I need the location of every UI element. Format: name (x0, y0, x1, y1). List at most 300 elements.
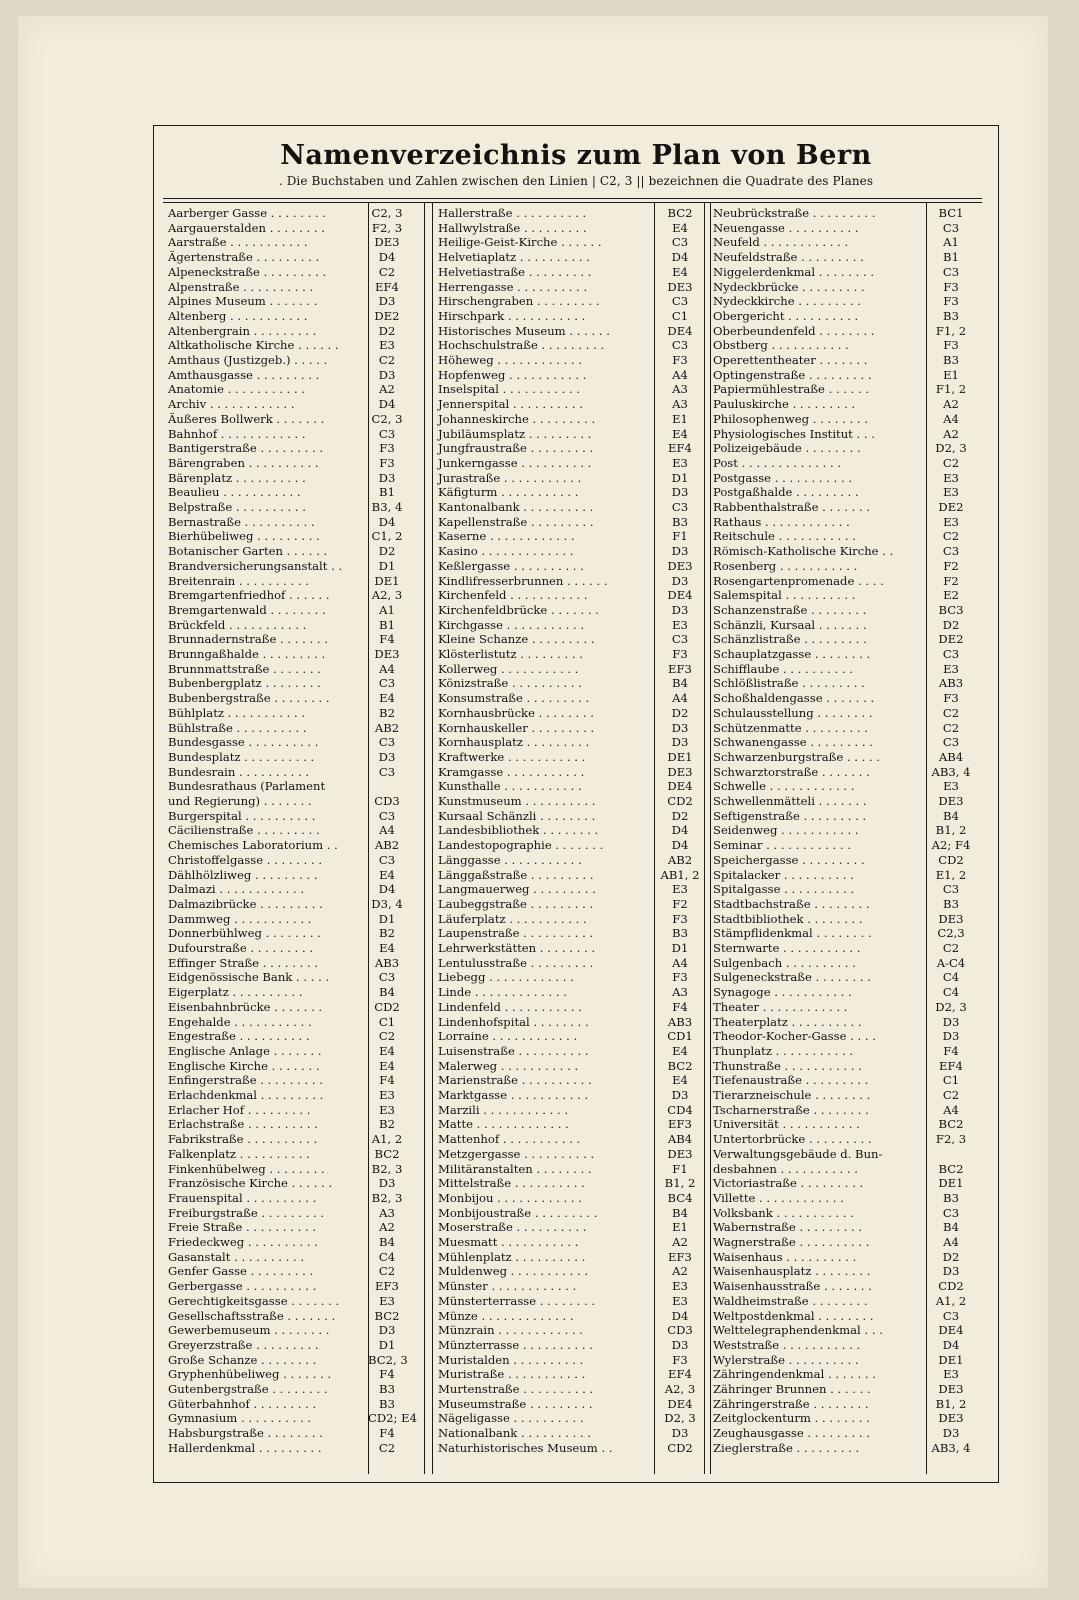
index-entry (438, 868, 704, 883)
entry-grid-code: A3 (379, 1205, 395, 1220)
entry-grid-code: C2,3 (937, 926, 965, 941)
entry-name: Seidenweg . . . . . . . . . . . (713, 823, 859, 838)
entry-grid-code: E4 (672, 220, 688, 235)
index-entry (168, 809, 408, 824)
index-entry (713, 1397, 977, 1412)
entry-name: Finkenhübelweg . . . . . . . . (168, 1161, 325, 1176)
entry-grid-code: F4 (672, 999, 688, 1014)
entry-grid-code: F3 (943, 691, 959, 706)
index-entry (438, 1367, 704, 1382)
entry-name: Kindlifresserbrunnen . . . . . . (438, 573, 608, 588)
index-entry (713, 676, 977, 691)
index-entry (168, 853, 408, 868)
entry-grid-code: B1 (943, 250, 959, 265)
entry-grid-code: C1 (671, 308, 689, 323)
entry-name: Jubiläumsplatz . . . . . . . . . (438, 426, 592, 441)
index-entry (438, 1397, 704, 1412)
entry-name: Linde . . . . . . . . . . . . . (438, 985, 567, 1000)
entry-name: Reitschule . . . . . . . . . . . (713, 529, 856, 544)
index-entry (713, 588, 977, 603)
entry-name: Rosenberg . . . . . . . . . . . (713, 558, 858, 573)
entry-grid-code: F3 (379, 441, 395, 456)
entry-name: Kornhauskeller . . . . . . . . . (438, 720, 595, 735)
index-entry (713, 1367, 977, 1382)
entry-grid-code: E4 (379, 1058, 395, 1073)
entry-grid-code: C3 (671, 500, 689, 514)
index-entry (713, 632, 977, 647)
entry-name: Laupenstraße . . . . . . . . . . (438, 926, 594, 941)
entry-grid-code: E2 (943, 588, 959, 603)
entry-grid-code: E3 (943, 470, 959, 485)
index-entry (438, 441, 704, 456)
entry-name: Oberbeundenfeld . . . . . . . . (713, 323, 875, 338)
entry-grid-code: DE3 (667, 764, 693, 779)
entry-grid-code: A2 (943, 397, 959, 412)
entry-grid-code: CD1 (667, 1029, 693, 1044)
entry-name: Hirschpark . . . . . . . . . . . (438, 308, 586, 323)
index-entry (168, 603, 408, 618)
entry-name: Alpeneckstraße . . . . . . . . . (168, 264, 327, 279)
entry-name: Lindenhofspital . . . . . . . . (438, 1014, 589, 1029)
entry-grid-code: B3 (379, 1382, 395, 1396)
entry-name: Kaserne . . . . . . . . . . . . (438, 529, 575, 544)
index-entry (713, 1029, 977, 1044)
entry-name: Schänzli, Kursaal . . . . . . . (713, 617, 867, 632)
entry-grid-code: D4 (378, 514, 396, 529)
entry-grid-code: C3 (942, 264, 960, 279)
entry-grid-code: F2, 3 (371, 220, 403, 235)
entry-grid-code: DE3 (938, 911, 964, 926)
entry-grid-code: F1, 2 (935, 323, 967, 338)
entry-grid-code: C3 (942, 1308, 960, 1323)
index-entry (713, 1441, 977, 1456)
entry-grid-code: D1 (671, 941, 689, 955)
entry-name: Spitalgasse . . . . . . . . . . (713, 882, 855, 897)
index-entry (713, 970, 977, 985)
index-entry (168, 1353, 408, 1368)
entry-grid-code: AB3 (374, 955, 400, 970)
entry-grid-code: C2 (942, 941, 960, 955)
index-entry (438, 221, 704, 236)
index-entry (168, 1147, 408, 1162)
entry-name: Junkerngasse . . . . . . . . . . (438, 455, 592, 470)
index-entry (168, 956, 408, 971)
index-entry (168, 1294, 408, 1309)
entry-name: Tiefenaustraße . . . . . . . . . (713, 1073, 869, 1088)
index-entry (168, 897, 408, 912)
entry-name: Metzgergasse . . . . . . . . . . (438, 1146, 595, 1161)
entry-grid-code: F4 (379, 1073, 395, 1088)
index-entry (438, 544, 704, 559)
index-entry (713, 324, 977, 339)
index-entry (438, 1279, 704, 1294)
entry-grid-code: D2 (378, 544, 396, 559)
index-entry (713, 794, 977, 809)
entry-grid-code: DE4 (667, 588, 693, 603)
entry-grid-code: B4 (672, 676, 688, 691)
entry-name: Murtenstraße . . . . . . . . . . (438, 1382, 594, 1396)
entry-grid-code: BC4 (667, 1190, 693, 1205)
entry-name: Rosengartenpromenade . . . . (713, 573, 884, 588)
entry-name: Bierhübeliweg . . . . . . . . . (168, 529, 320, 544)
entry-name: Seminar . . . . . . . . . . . . (713, 838, 851, 853)
index-entry (713, 1103, 977, 1118)
entry-grid-code: F4 (943, 1043, 959, 1058)
entry-grid-code: C2 (942, 1088, 960, 1102)
entry-name: Eigerplatz . . . . . . . . . . (168, 985, 303, 1000)
index-entry (168, 456, 408, 471)
entry-name: Welttelegraphendenkmal . . . (713, 1323, 883, 1338)
entry-name: Dalmazi . . . . . . . . . . . . (168, 882, 305, 897)
entry-name: Freiburgstraße . . . . . . . . . (168, 1205, 325, 1220)
entry-name: Könizstraße . . . . . . . . . . (438, 676, 582, 691)
entry-grid-code: F2 (672, 896, 688, 911)
entry-grid-code: B4 (379, 1235, 395, 1249)
entry-grid-code: A2 (672, 1235, 688, 1249)
entry-name: Schwellenmätteli . . . . . . . (713, 794, 867, 808)
entry-name: Schützenmatte . . . . . . . . . (713, 720, 868, 735)
entry-name: Naturhistorisches Museum . . (438, 1440, 613, 1455)
entry-grid-code: D3 (671, 720, 689, 735)
index-entry (168, 1176, 408, 1191)
entry-grid-code: CD2; E4 (368, 1411, 417, 1426)
index-entry (168, 721, 408, 736)
entry-name: Erlacher Hof . . . . . . . . . (168, 1102, 311, 1117)
entry-name: Bühlplatz . . . . . . . . . . . (168, 705, 306, 720)
entry-name: Römisch-Katholische Kirche . . (713, 544, 894, 559)
entry-name: Schlößlistraße . . . . . . . . . (713, 676, 865, 691)
index-entry (713, 206, 977, 221)
entry-name: Cäcilienstraße . . . . . . . . . (168, 823, 320, 838)
index-entry (438, 427, 704, 442)
index-entry (438, 1323, 704, 1338)
entry-grid-code: DE3 (938, 794, 964, 808)
entry-grid-code: B3 (943, 1190, 959, 1205)
entry-name: Eisenbahnbrücke . . . . . . . (168, 999, 323, 1014)
entry-name: Botanischer Garten . . . . . . (168, 544, 328, 559)
entry-name: Nydeckkirche . . . . . . . . . (713, 294, 861, 309)
entry-grid-code: E1 (943, 367, 959, 382)
entry-name: Zähringer Brunnen . . . . . . (713, 1382, 871, 1396)
entry-grid-code: D3 (671, 1337, 689, 1352)
entry-grid-code: DE4 (667, 1396, 693, 1411)
entry-grid-code: DE3 (374, 235, 400, 250)
index-entry (438, 294, 704, 309)
entry-name: Lindenfeld . . . . . . . . . . . (438, 999, 582, 1014)
index-entry (168, 427, 408, 442)
entry-name: Sulgenbach . . . . . . . . . . (713, 955, 856, 970)
entry-grid-code: D2 (942, 1249, 960, 1264)
entry-name: Johanneskirche . . . . . . . . . (438, 411, 596, 426)
entry-name: Hallwylstraße . . . . . . . . . (438, 220, 587, 235)
entry-grid-code: B3 (943, 353, 959, 367)
index-entry (713, 1015, 977, 1030)
index-entry (713, 353, 977, 368)
index-entry (713, 1235, 977, 1250)
entry-name: Heilige-Geist-Kirche . . . . . . (438, 235, 602, 250)
entry-grid-code: F3 (379, 455, 395, 470)
index-entry (168, 1117, 408, 1132)
entry-grid-code: E3 (943, 1367, 959, 1382)
index-entry (438, 1103, 704, 1118)
index-entry (168, 265, 408, 280)
entry-name: Fabrikstraße . . . . . . . . . . (168, 1132, 318, 1147)
index-entry (168, 1382, 408, 1397)
entry-name: Zähringerstraße . . . . . . . . (713, 1396, 869, 1411)
index-entry (713, 221, 977, 236)
entry-grid-code: DE1 (938, 1352, 964, 1367)
entry-name: Schänzlistraße . . . . . . . . . (713, 632, 867, 647)
entry-name: Bubenbergstraße . . . . . . . . (168, 691, 330, 706)
entry-name: Schwelle . . . . . . . . . . . . (713, 779, 855, 794)
index-entry (713, 1411, 977, 1426)
entry-name: Mattenhof . . . . . . . . . . . (438, 1132, 581, 1147)
index-entry (713, 309, 977, 324)
index-entry (438, 970, 704, 985)
entry-name: Äußeres Bollwerk . . . . . . . (168, 411, 325, 426)
entry-name: Waisenhaus . . . . . . . . . . (713, 1249, 857, 1264)
index-entry (438, 853, 704, 868)
entry-name: Zeitglockenturm . . . . . . . . (713, 1411, 870, 1426)
index-entry (438, 735, 704, 750)
index-entry (168, 1235, 408, 1250)
index-entry (713, 1309, 977, 1324)
index-entry (438, 1426, 704, 1441)
index-entry (168, 735, 408, 750)
index-entry (438, 882, 704, 897)
index-entry (438, 1309, 704, 1324)
entry-grid-code: E3 (379, 1293, 395, 1308)
entry-name: Polizeigebäude . . . . . . . . (713, 441, 861, 456)
entry-grid-code: E3 (672, 1279, 688, 1294)
entry-name: Mittelstraße . . . . . . . . . . (438, 1176, 585, 1191)
entry-name: Neubrückstraße . . . . . . . . . (713, 206, 876, 220)
entry-grid-code: D4 (671, 838, 689, 853)
entry-name: Malerweg . . . . . . . . . . . (438, 1058, 579, 1073)
entry-grid-code: C3 (378, 676, 396, 691)
index-entry (168, 588, 408, 603)
entry-name: Gasanstalt . . . . . . . . . . (168, 1249, 305, 1264)
entry-name: Moserstraße . . . . . . . . . . (438, 1220, 587, 1235)
index-entry (168, 250, 408, 265)
entry-grid-code: A1 (379, 602, 395, 617)
entry-grid-code: B1, 2 (935, 823, 967, 838)
index-entry (168, 1162, 408, 1177)
index-entry (168, 1338, 408, 1353)
entry-name: Spitalacker . . . . . . . . . . (713, 867, 854, 882)
entry-name: Beaulieu . . . . . . . . . . . (168, 485, 301, 500)
entry-grid-code: C1 (942, 1073, 960, 1088)
index-entry (713, 1323, 977, 1338)
entry-grid-code: A4 (943, 411, 959, 426)
index-entry (168, 544, 408, 559)
entry-grid-code: C4 (942, 985, 960, 1000)
entry-grid-code: D2 (942, 617, 960, 632)
entry-name: Brunngaßhalde . . . . . . . . . (168, 647, 326, 661)
entry-grid-code: D2, 3 (935, 999, 967, 1014)
index-entry (168, 941, 408, 956)
entry-grid-code: C4 (378, 1249, 396, 1264)
index-entry (168, 647, 408, 662)
entry-grid-code: D3, 4 (371, 896, 403, 911)
entry-name: Sternwarte . . . . . . . . . . . (713, 941, 861, 955)
entry-name: Greyerzstraße . . . . . . . . . (168, 1337, 319, 1352)
entry-grid-code: D3 (671, 485, 689, 500)
entry-name: Thunstraße . . . . . . . . . . . (713, 1058, 862, 1073)
entry-grid-code: EF3 (668, 1249, 692, 1264)
entry-name: Kornhausplatz . . . . . . . . . (438, 735, 590, 750)
entry-grid-code: C2, 3 (371, 206, 403, 220)
entry-grid-code: B4 (379, 985, 395, 1000)
entry-name: Enfingerstraße . . . . . . . . . (168, 1073, 323, 1088)
entry-grid-code: C3 (378, 735, 396, 750)
index-entry (438, 1294, 704, 1309)
entry-name: Schifflaube . . . . . . . . . . (713, 661, 853, 676)
index-entry (168, 235, 408, 250)
entry-name: Nationalbank . . . . . . . . . . (438, 1426, 592, 1441)
entry-name: Theodor-Kocher-Gasse . . . . (713, 1029, 876, 1044)
entry-name: Hochschulstraße . . . . . . . . . (438, 338, 605, 353)
index-entry (438, 1044, 704, 1059)
index-entry (713, 765, 977, 780)
index-entry (168, 1191, 408, 1206)
entry-grid-code: C3 (942, 544, 960, 559)
index-entry (438, 1191, 704, 1206)
entry-name: Tierarzneischule . . . . . . . . (713, 1088, 871, 1102)
entry-grid-code: A-C4 (936, 955, 966, 970)
index-entry (438, 515, 704, 530)
index-entry (438, 1117, 704, 1132)
entry-grid-code: EF3 (668, 1117, 692, 1132)
index-entry (168, 882, 408, 897)
entry-name: Speichergasse . . . . . . . . . (713, 852, 865, 867)
index-entry (438, 823, 704, 838)
entry-name: Klösterlistutz . . . . . . . . . (438, 647, 583, 661)
index-entry (438, 529, 704, 544)
index-entry (438, 941, 704, 956)
entry-name: Liebegg . . . . . . . . . . . . (438, 970, 574, 985)
entry-name: Salemspital . . . . . . . . . . (713, 588, 856, 603)
entry-grid-code: AB2 (374, 720, 400, 735)
entry-name: Erlachdenkmal . . . . . . . . . (168, 1088, 324, 1102)
index-entry (438, 235, 704, 250)
entry-grid-code: DE3 (667, 558, 693, 573)
entry-grid-code: E1 (672, 411, 688, 426)
entry-grid-code: D4 (378, 397, 396, 412)
index-entry (168, 691, 408, 706)
entry-name: Gerbergasse . . . . . . . . . . (168, 1279, 317, 1294)
index-entry (713, 1206, 977, 1221)
entry-grid-code: E3 (379, 1088, 395, 1102)
entry-grid-code: A4 (379, 661, 395, 676)
entry-grid-code: B2, 3 (371, 1190, 403, 1205)
index-entry (438, 1132, 704, 1147)
entry-name: Pauluskirche . . . . . . . . . (713, 397, 856, 412)
index-entry (713, 926, 977, 941)
entry-name: Erlachstraße . . . . . . . . . . (168, 1117, 318, 1132)
entry-name: Alpenstraße . . . . . . . . . . (168, 279, 314, 294)
entry-name: Waisenhausstraße . . . . . . . (713, 1279, 872, 1294)
entry-grid-code: A4 (672, 367, 688, 382)
entry-grid-code: CD2 (938, 1279, 964, 1294)
index-entry (438, 1088, 704, 1103)
entry-grid-code: B2 (379, 1117, 395, 1132)
entry-grid-code: CD3 (374, 794, 400, 808)
entry-name: Ägertenstraße . . . . . . . . . (168, 250, 320, 265)
entry-name: Hirschengraben . . . . . . . . . (438, 294, 600, 309)
entry-name: Monbijou . . . . . . . . . . . . (438, 1190, 582, 1205)
entry-name: Gymnasium . . . . . . . . . . (168, 1411, 312, 1426)
entry-grid-code: E4 (672, 426, 688, 441)
entry-grid-code: B1, 2 (935, 1396, 967, 1411)
entry-name: und Regierung) . . . . . . . (168, 794, 312, 808)
index-entry (438, 397, 704, 412)
entry-grid-code: E3 (672, 1293, 688, 1308)
entry-name: Sulgeneckstraße . . . . . . . . (713, 970, 871, 985)
entry-grid-code: A4 (943, 1102, 959, 1117)
entry-name: Aarberger Gasse . . . . . . . . (168, 206, 327, 220)
index-entry (713, 515, 977, 530)
index-entry (438, 456, 704, 471)
entry-name: Altenberg . . . . . . . . . . . (168, 308, 308, 323)
index-entry (168, 1220, 408, 1235)
entry-name: Zähringendenkmal . . . . . . . (713, 1367, 876, 1382)
entry-grid-code: C2 (378, 264, 396, 279)
index-entry (168, 1367, 408, 1382)
entry-name: Güterbahnhof . . . . . . . . . (168, 1396, 317, 1411)
entry-grid-code: BC2 (374, 1146, 400, 1161)
entry-name: Keßlergasse . . . . . . . . . . (438, 558, 584, 573)
entry-grid-code: BC2 (938, 1117, 964, 1132)
entry-grid-code: E4 (379, 941, 395, 955)
index-entry (168, 794, 408, 809)
index-entry (713, 838, 977, 853)
entry-name: Effinger Straße . . . . . . . . (168, 955, 319, 970)
index-entry (168, 926, 408, 941)
entry-grid-code: D3 (378, 470, 396, 485)
entry-name: Engestraße . . . . . . . . . . (168, 1029, 310, 1044)
entry-name: Physiologisches Institut . . . (713, 426, 875, 441)
index-entry (438, 1162, 704, 1177)
entry-name: Kleine Schanze . . . . . . . . . (438, 632, 595, 647)
index-entry (713, 882, 977, 897)
entry-grid-code: D3 (378, 1176, 396, 1191)
entry-grid-code: F3 (943, 294, 959, 309)
entry-grid-code: B3 (672, 514, 688, 529)
index-entry (438, 809, 704, 824)
entry-name: Jurastraße . . . . . . . . . . . (438, 470, 582, 485)
entry-grid-code: D1 (378, 1337, 396, 1352)
entry-grid-code: E3 (379, 1102, 395, 1117)
entry-name: Landesbibliothek . . . . . . . . (438, 823, 599, 838)
entry-name: Stämpflidenkmal . . . . . . . . (713, 926, 872, 941)
entry-grid-code: BC2, 3 (368, 1352, 408, 1367)
entry-name: Münsterterrasse . . . . . . . . (438, 1293, 596, 1308)
entry-name: Frauenspital . . . . . . . . . . (168, 1190, 317, 1205)
entry-name: Militäranstalten . . . . . . . . (438, 1161, 592, 1176)
entry-grid-code: D2 (671, 808, 689, 823)
entry-grid-code: E4 (379, 691, 395, 706)
entry-grid-code: D4 (378, 882, 396, 897)
entry-grid-code: BC2 (374, 1308, 400, 1323)
header-rule-top (163, 198, 982, 199)
entry-name: Läuferplatz . . . . . . . . . . . (438, 911, 587, 926)
index-entry (168, 1073, 408, 1088)
index-entry (168, 1279, 408, 1294)
entry-grid-code: C3 (942, 647, 960, 661)
entry-name: Muldenweg . . . . . . . . . . . (438, 1264, 589, 1279)
entry-grid-code: CD2 (374, 999, 400, 1014)
